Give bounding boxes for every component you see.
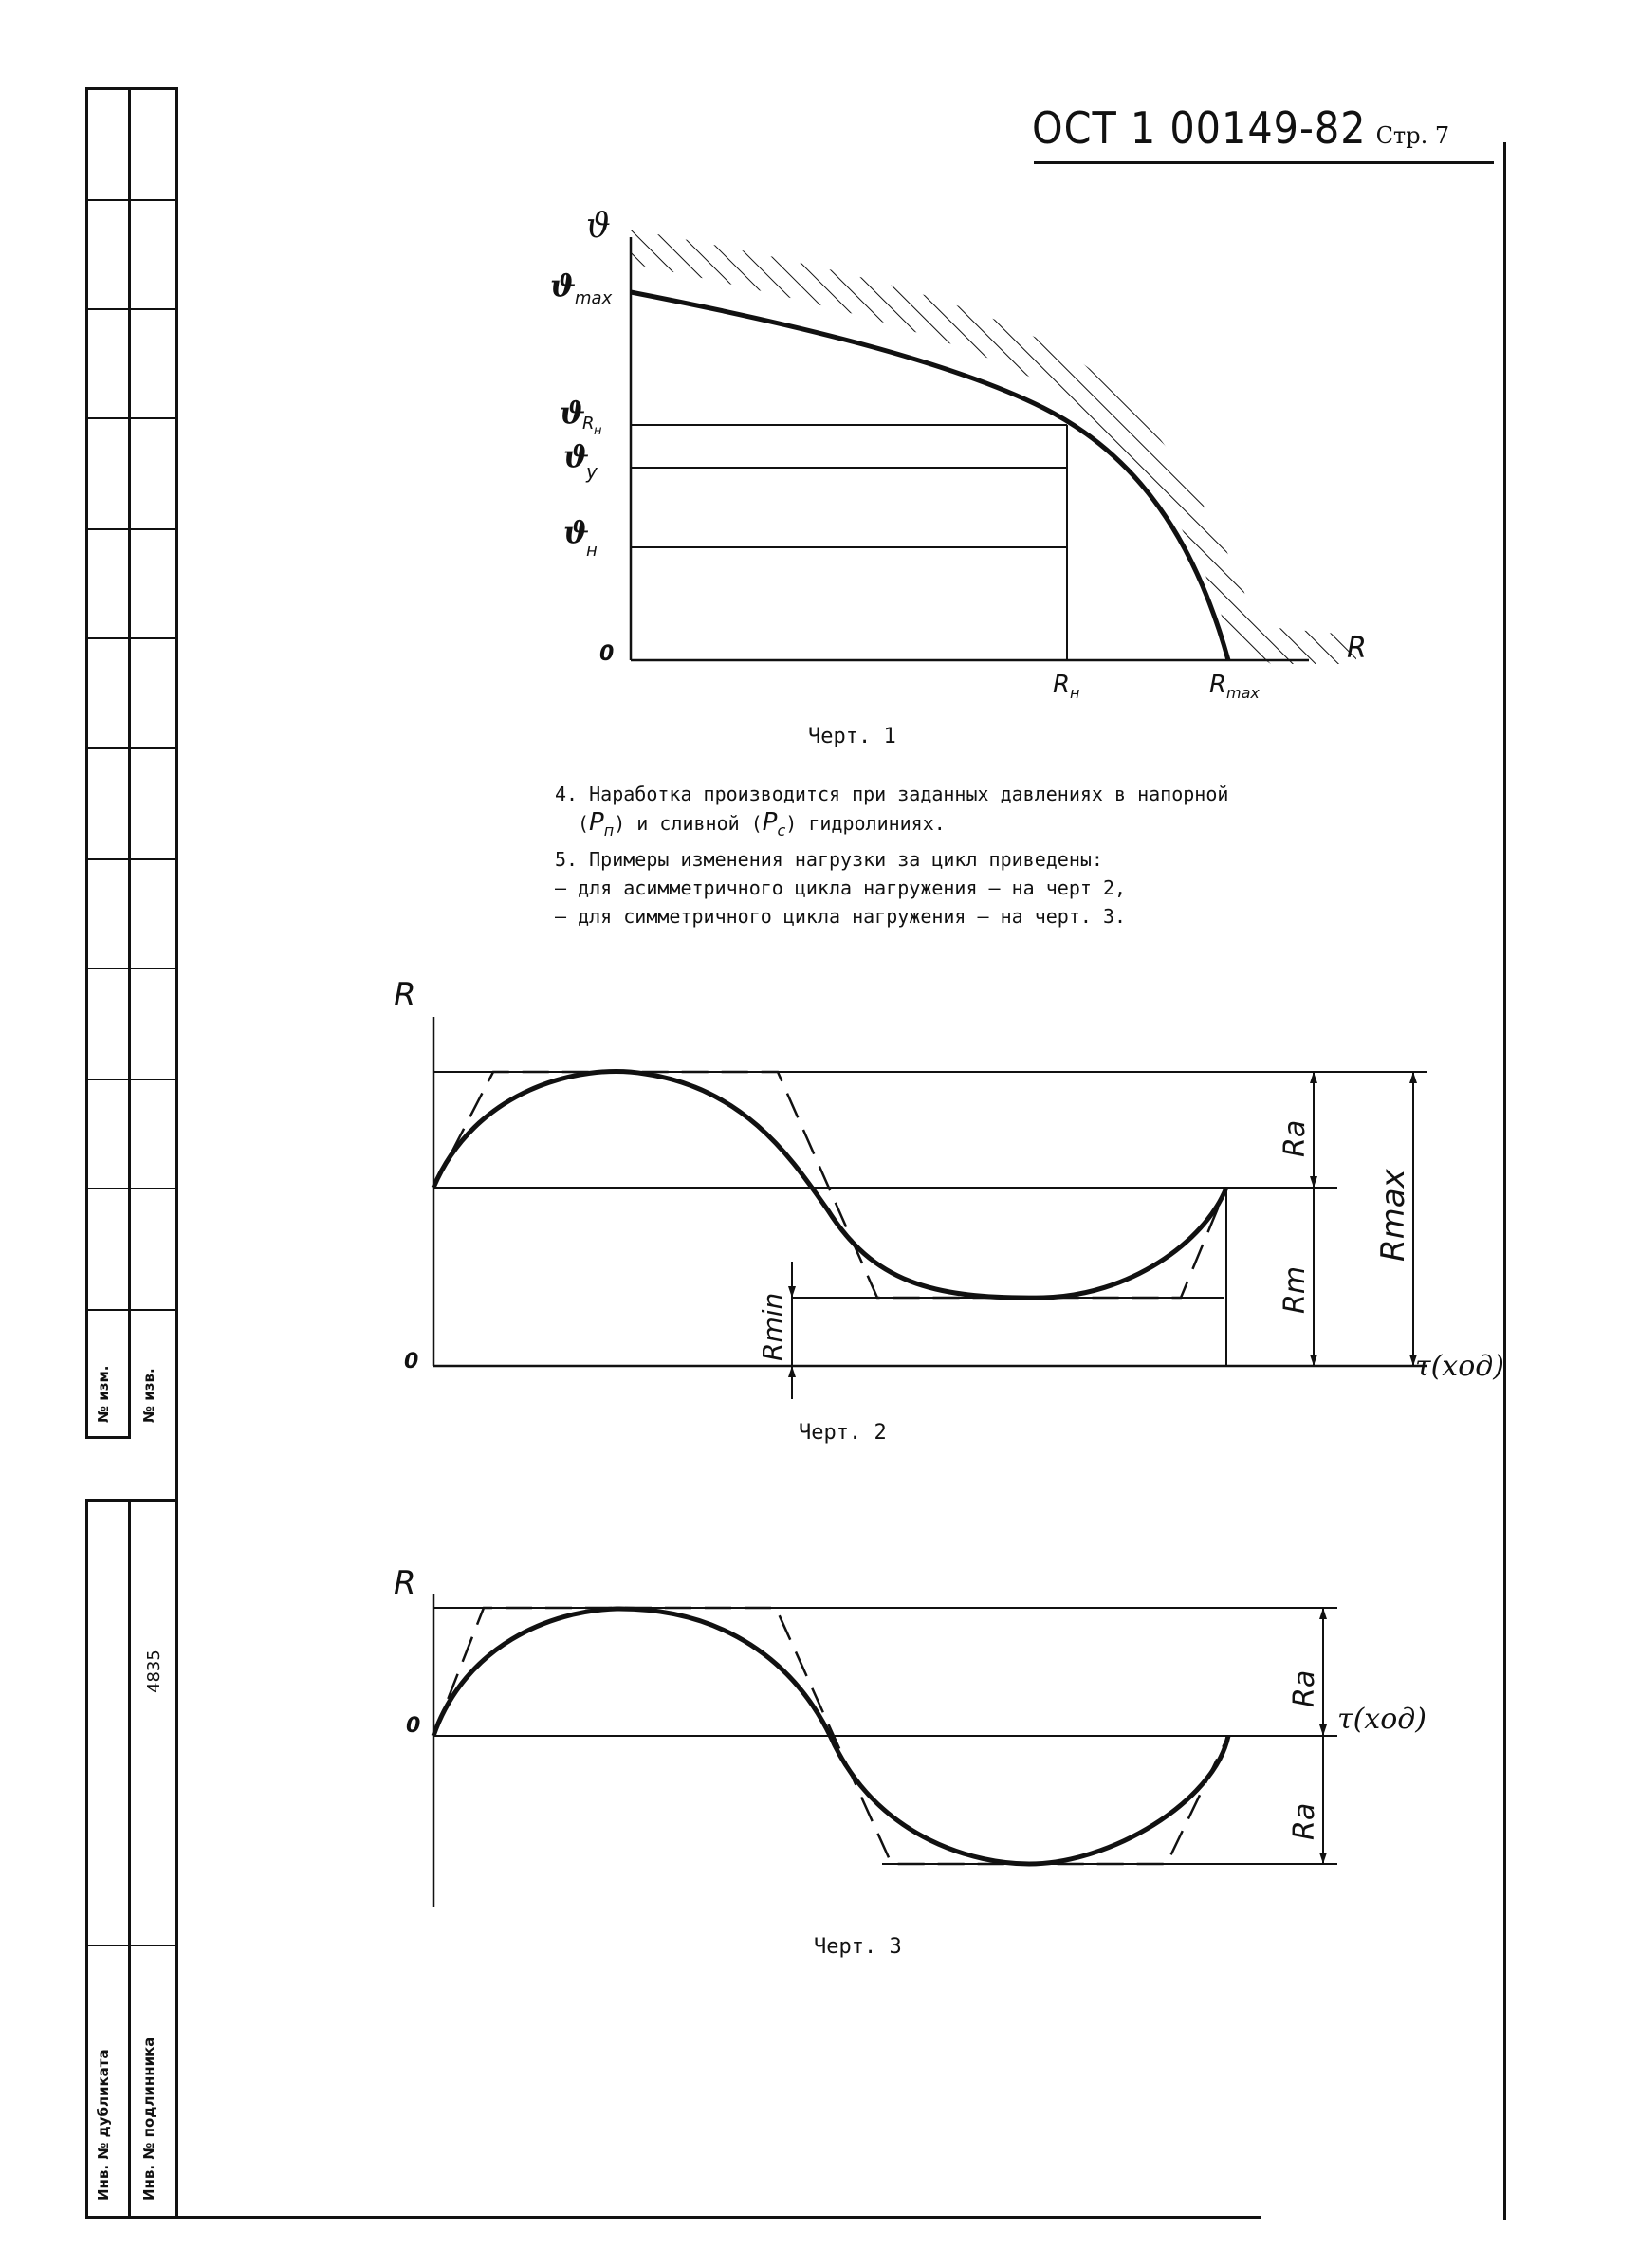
pressure-pc: $P_с$: [762, 808, 786, 840]
item-4-line-2: $(P_п)$ и сливной $(P_с)$ гидролиниях.: [578, 808, 946, 840]
page-number: Стр. 7: [1375, 122, 1450, 149]
doc-no-label: № изв.: [140, 1368, 157, 1423]
document-header: [1032, 102, 1504, 154]
origin-label: 0: [404, 1350, 419, 1374]
figure-2-caption: Черт. 2: [799, 1421, 887, 1445]
x-axis-label: τ(ход): [1415, 1350, 1504, 1383]
stamp-frame-mid: [128, 1499, 131, 2218]
margin-divider: [85, 858, 177, 860]
item-4-line-1: 4. Наработка производится при заданных давлениях в напорной: [555, 783, 1229, 805]
vn-sub: н: [586, 541, 598, 561]
vy-symbol: ϑ: [563, 438, 590, 474]
figure-2-asymmetric-cycle: [389, 977, 1527, 1413]
rn-label-sub: н: [1070, 684, 1080, 702]
margin-divider: [85, 637, 177, 639]
rmax-label-sub: max: [1226, 684, 1260, 702]
standard-code: ОСТ 1 00149-82: [1032, 102, 1367, 154]
margin-frame-line-left: [85, 87, 88, 1438]
origin-label: 0: [406, 1714, 421, 1738]
change-no-label: № изм.: [95, 1365, 112, 1423]
margin-frame-bottom-upper: [85, 1436, 131, 1439]
stamp-frame-left: [85, 1499, 88, 2218]
load-curve: [433, 1072, 1226, 1299]
vmax-sub: max: [575, 288, 613, 308]
figure-3-caption: Черт. 3: [814, 1935, 902, 1959]
ra-label: Ra: [1279, 1119, 1312, 1157]
origin-label: 0: [599, 642, 615, 666]
margin-divider: [85, 1079, 177, 1080]
y-axis-symbol: ϑ: [586, 207, 611, 246]
ra-label-lower: Ra: [1288, 1802, 1321, 1840]
stamp-frame-top: [85, 1499, 177, 1502]
figure-3-symmetric-cycle: [389, 1556, 1527, 1916]
body-text: [555, 780, 1465, 931]
bullet-symmetric: – для симметричного цикла нагружения – на черт. 3.: [555, 905, 1127, 929]
margin-divider: [85, 968, 177, 969]
margin-divider: [85, 1188, 177, 1189]
vrn-sub: R: [582, 414, 595, 433]
x-axis-label: R: [1347, 632, 1367, 665]
stamp-frame-bottom: [85, 2216, 1261, 2219]
limit-curve: [631, 292, 1228, 660]
pressure-pn: $P_п$: [589, 808, 615, 840]
inv-no-original-label: Инв. № подлинника: [140, 2037, 157, 2201]
margin-divider: [85, 528, 177, 530]
vy-sub: у: [586, 460, 598, 483]
figure-1-caption: Черт. 1: [808, 725, 896, 748]
vrn-symbol: ϑ: [560, 395, 586, 431]
stamp-divider: [85, 1945, 177, 1946]
vn-symbol: ϑ: [563, 514, 590, 550]
trapezoid-approx: [433, 1072, 1226, 1298]
item-5: 5. Примеры изменения нагрузки за цикл приведены:: [555, 848, 1103, 872]
margin-frame-line-right: [175, 87, 178, 2218]
rmax-label: Rmax: [1374, 1169, 1412, 1262]
margin-divider: [85, 417, 177, 419]
rm-label: Rm: [1279, 1265, 1312, 1314]
y-axis-label: R: [394, 1564, 416, 1602]
rn-label: R: [1053, 671, 1071, 699]
x-axis-label: τ(ход): [1337, 1703, 1426, 1736]
inv-no-duplicate-label: Инв. № дубликата: [95, 2049, 112, 2201]
margin-divider: [85, 1309, 177, 1311]
bullet-asymmetric: – для асимметричного цикла нагружения – на черт 2,: [555, 876, 1127, 900]
limit-hatch: [631, 230, 1356, 664]
rmax-label: R: [1209, 671, 1227, 699]
margin-divider: [85, 199, 177, 201]
figure-1-speed-vs-load: [550, 207, 1385, 730]
vmax-symbol: ϑ: [550, 267, 577, 304]
vrn-sub2: н: [594, 424, 602, 438]
margin-divider: [85, 747, 177, 749]
margin-frame-line-mid: [128, 87, 131, 1438]
ra-label-upper: Ra: [1288, 1669, 1321, 1707]
header-underline: [1034, 161, 1494, 164]
y-axis-label: R: [394, 976, 416, 1014]
margin-divider: [85, 308, 177, 310]
inventory-number: 4835: [144, 1650, 164, 1693]
rmin-label: Rmin: [757, 1292, 788, 1361]
margin-frame-top: [85, 87, 177, 90]
